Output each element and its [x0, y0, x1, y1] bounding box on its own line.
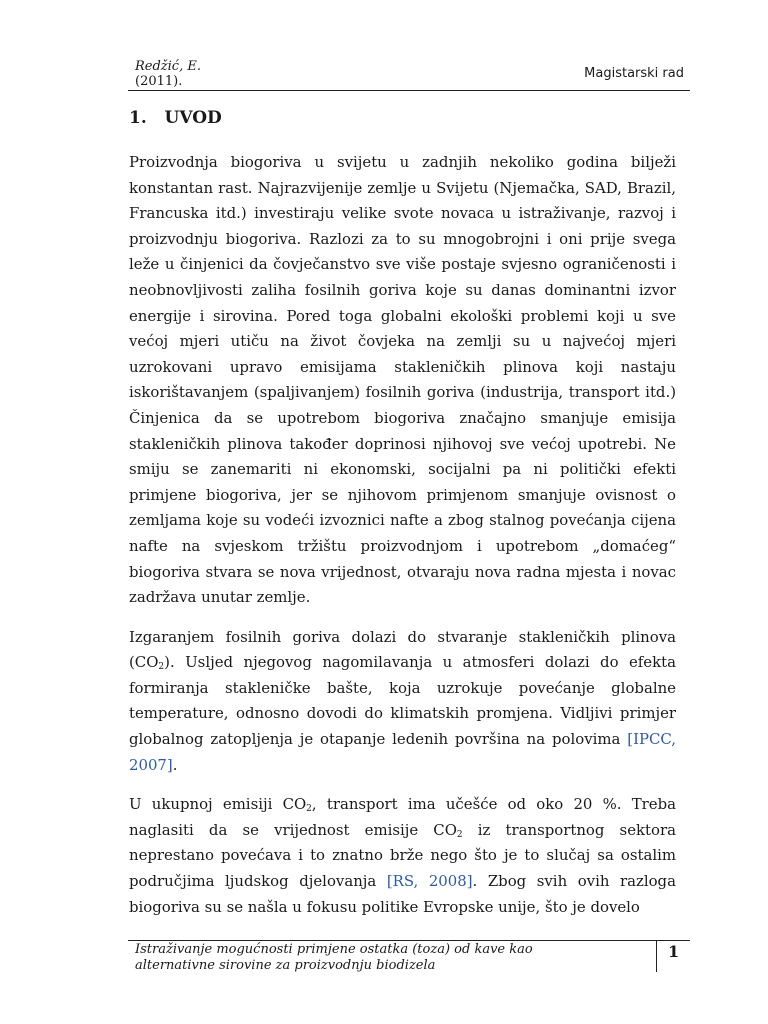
footer-rule	[128, 940, 690, 941]
paragraph-2-text-a: Izgaranjem fosilnih goriva dolazi do stvaranje stakleničkih plinova (CO	[129, 627, 676, 672]
citation-link-rs[interactable]: [RS, 2008]	[386, 872, 473, 891]
header-rule	[128, 90, 690, 91]
paragraph-3-text-d: . Zbog svih ovih razloga biogoriva su se našla u fokusu politike Evropske unije, što je dovelo	[129, 872, 676, 916]
paragraph-2-end: .	[172, 755, 178, 774]
paragraph-2-text-b: ). Usljed njegovog nagomilavanja u atmosferi dolazi do efekta formiranja stakleničke bašte, koja uzrokuje povećanje globalne temperature, odnosno dovodi do klimatskih promjena. Vidljivi primjer globalnog zatopljenja je otapanje ledenih površina na polovima	[129, 653, 676, 749]
header-author: Redžić, E.	[135, 59, 201, 74]
citation-link-ipcc[interactable]: [IPCC, 2007]	[129, 730, 676, 774]
paragraph-1: Proizvodnja biogoriva u svijetu u zadnjih nekoliko godina bilježi konstantan rast. Najrazvijenije zemlje u Svijetu (Njemačka, SAD, Brazil, Francuska itd.) investiraju velike svote novaca u istraživanje, razvoj i proizvodnju biogoriva. Razlozi za to su mnogobrojni i oni prije svega leže u činjenici da čovječanstvo sve više postaje svjesno ograničenosti i neobnovljivosti zaliha fosilnih goriva koje su danas dominantni izvor energije i sirovina. Pored toga globalni ekološki problemi koji u sve većoj mjeri utiču na život čovjeka na zemlji su u najvećoj mjeri uzrokovani upravo emisijama stakleničkih plinova koji nastaju iskorištavanjem (spaljivanjem) fosilnih goriva (industrija, transport itd.) Činjenica da se upotrebom biogoriva značajno smanjuje emisija stakleničkih plinova također doprinosi njihovoj sve većoj upotrebi. Ne smiju se zanemariti ni ekonomski, socijalni pa ni politički efekti primjene biogoriva, jer se njihovom primjenom smanjuje ovisnost o zemljama koje su vodeći izvoznici nafte a zbog stalnog povećanja cijena nafte na svjeskom tržištu proizvodnjom i upotrebom „domaćeg“ biogoriva stvara se nova vrijednost, otvaraju nova radna mjesta i novac zadržava unutar zemlje.	[129, 153, 676, 607]
footer-thesis-title	[135, 942, 635, 974]
header-year: (2011).	[135, 74, 183, 89]
page-number: 1	[668, 942, 680, 961]
subscript-2: 2	[306, 804, 312, 815]
body-text	[129, 150, 676, 934]
subscript-2: 2	[456, 829, 463, 840]
header-document-type: Magistarski rad	[584, 66, 684, 81]
paragraph-3-text-c: iz transportnog sektora neprestano povećava i to znatno brže nego što je to slučaj sa ostalim područjima ljudskog djelovanja	[129, 820, 676, 891]
paragraph-3-text-a: U ukupnoj emisiji CO	[129, 795, 307, 814]
section-heading: 1. UVOD	[129, 108, 222, 128]
paragraph-3-text-b: , transport ima učešće od oko 20 %. Treba naglasiti da se vrijednost emisije CO	[129, 795, 676, 839]
footer-divider	[656, 940, 657, 972]
paragraph-3	[129, 792, 676, 920]
footer-line-1: Istraživanje mogućnosti primjene ostatka (toza) od kave kao	[135, 942, 533, 957]
paragraph-2	[129, 625, 676, 779]
subscript-2: 2	[158, 662, 165, 673]
footer-line-2: alternativne sirovine za proizvodnju biodizela	[135, 958, 436, 973]
